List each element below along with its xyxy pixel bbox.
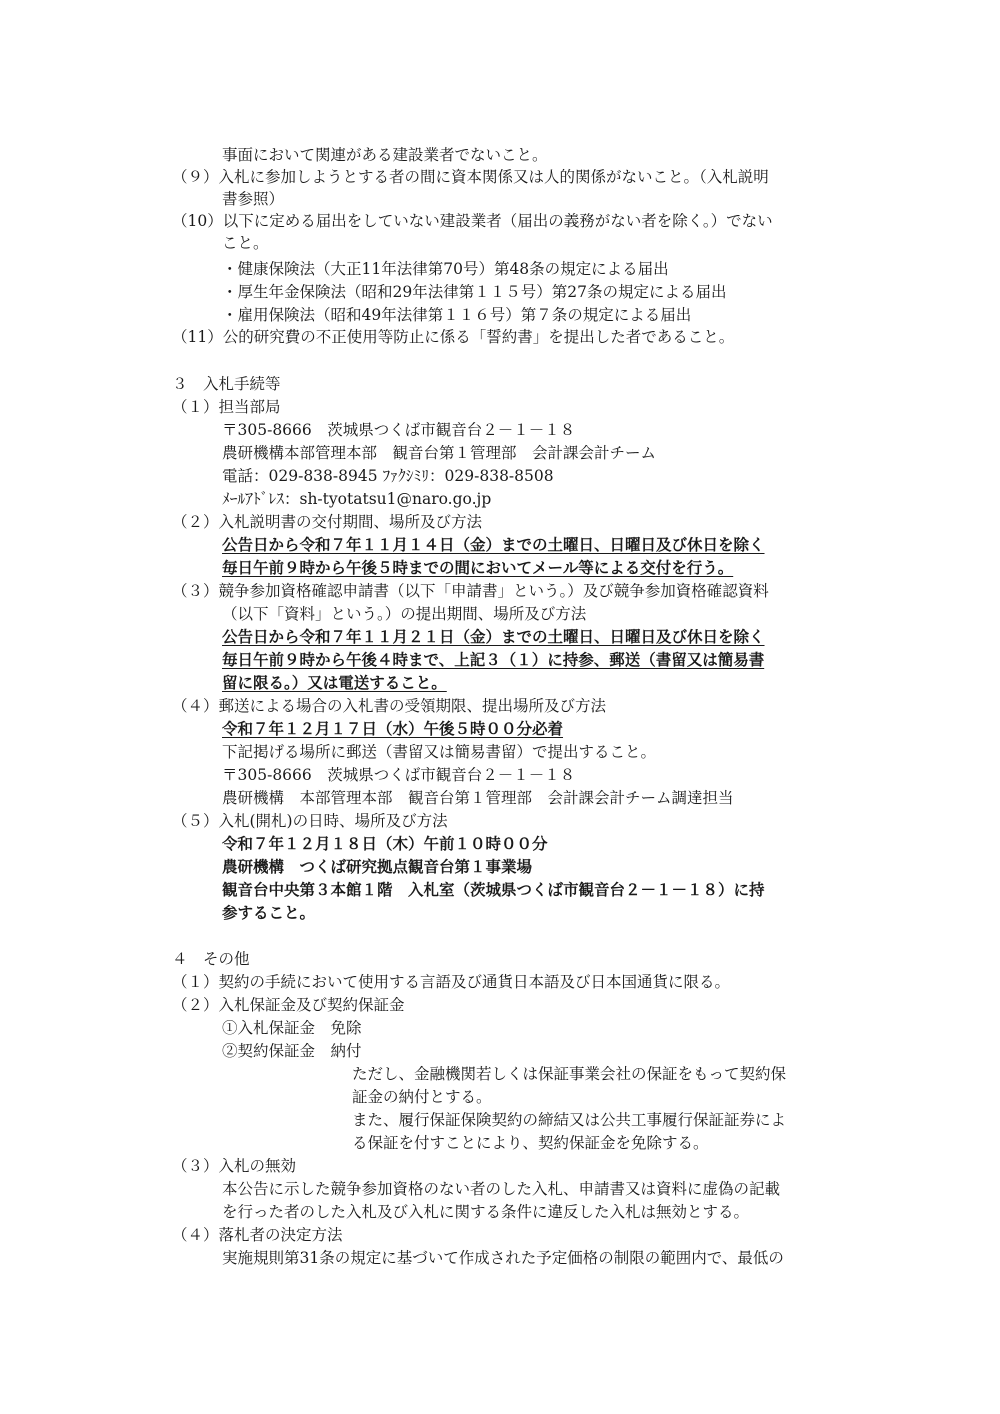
- department-name: 農研機構 本部管理本部 観音台第１管理部 会計課会計チーム調達担当: [222, 789, 734, 807]
- emphasis-line: 留に限る。）又は電送すること。: [222, 674, 447, 692]
- emphasis-line: 公告日から令和７年１１月２１日（金）までの土曜日、日曜日及び休日を除く: [222, 628, 765, 646]
- deadline-line: 令和７年１２月１７日（水）午後５時００分必着: [222, 720, 564, 738]
- section-heading-3: ３ 入札手続等: [172, 375, 281, 393]
- subsection-heading: （１）担当部局: [172, 398, 281, 416]
- text-line: を行った者のした入札及び入札に関する条件に違反した入札は無効とする。: [222, 1203, 750, 1221]
- list-item-11: （11）公的研究費の不正使用等防止に係る「誓約書」を提出した者であること。: [172, 328, 735, 346]
- bullet-item: ・厚生年金保険法（昭和29年法律第１１５号）第27条の規定による届出: [222, 283, 727, 301]
- emphasis-line: 公告日から令和７年１１月１４日（金）までの土曜日、日曜日及び休日を除く: [222, 536, 765, 554]
- department-name: 農研機構本部管理本部 観音台第１管理部 会計課会計チーム: [222, 444, 657, 462]
- section-heading-4: ４ その他: [172, 950, 250, 968]
- text-line: 証金の納付とする。: [352, 1088, 492, 1106]
- list-item-9: （９）入札に参加しようとする者の間に資本関係又は人的関係がないこと。（入札説明: [172, 168, 769, 186]
- text-line: 下記掲げる場所に郵送（書留又は簡易書留）で提出すること。: [222, 743, 657, 761]
- emphasis-line: 参すること。: [222, 904, 316, 922]
- text-line: また、履行保証保険契約の締結又は公共工事履行保証証券によ: [352, 1111, 787, 1129]
- subsection-heading: （３）競争参加資格確認申請書（以下「申請書」という。）及び競争参加資格確認資料: [172, 582, 769, 600]
- subsection-heading: （４）郵送による場合の入札書の受領期限、提出場所及び方法: [172, 697, 607, 715]
- bullet-item: ・健康保険法（大正11年法律第70号）第48条の規定による届出: [222, 260, 669, 278]
- subsection-heading: （５）入札(開札)の日時、場所及び方法: [172, 812, 448, 830]
- subsection-heading: （２）入札説明書の交付期間、場所及び方法: [172, 513, 483, 531]
- text-line: 本公告に示した競争参加資格のない者のした入札、申請書又は資料に虚偽の記載: [222, 1180, 781, 1198]
- bullet-item: ・雇用保険法（昭和49年法律第１１６号）第７条の規定による届出: [222, 306, 692, 324]
- text-line: ただし、金融機関若しくは保証事業会社の保証をもって契約保: [352, 1065, 787, 1083]
- postal-address: 〒305-8666 茨城県つくば市観音台２－１－１８: [222, 766, 576, 784]
- text-line: ①入札保証金 免除: [222, 1019, 362, 1037]
- text-line: 事面において関連がある建設業者でないこと。: [222, 146, 548, 164]
- postal-address: 〒305-8666 茨城県つくば市観音台２－１－１８: [222, 421, 576, 439]
- subsection-heading: （３）入札の無効: [172, 1157, 297, 1175]
- text-line: こと。: [222, 234, 269, 252]
- text-line: ②契約保証金 納付: [222, 1042, 362, 1060]
- emphasis-line: 毎日午前９時から午後４時まで、上記３（１）に持参、郵送（書留又は簡易書: [222, 651, 765, 669]
- text-line: 実施規則第31条の規定に基づいて作成された予定価格の制限の範囲内で、最低の: [222, 1249, 784, 1267]
- email-address: ﾒｰﾙｱﾄﾞﾚｽ：sh-tyotatsu1@naro.go.jp: [222, 490, 492, 508]
- emphasis-line: 観音台中央第３本館１階 入札室（茨城県つくば市観音台２－１－１８）に持: [222, 881, 765, 899]
- list-item-10: （10）以下に定める届出をしていない建設業者（届出の義務がない者を除く。）でない: [172, 212, 773, 230]
- emphasis-line: 農研機構 つくば研究拠点観音台第１事業場: [222, 858, 533, 876]
- emphasis-line: 令和７年１２月１８日（木）午前１０時００分: [222, 835, 548, 853]
- text-line: （以下「資料」という。）の提出期間、場所及び方法: [222, 605, 587, 623]
- text-line: 書参照）: [222, 190, 285, 208]
- text-line: る保証を付すことにより、契約保証金を免除する。: [352, 1134, 709, 1152]
- emphasis-line: 毎日午前９時から午後５時までの間においてメール等による交付を行う。: [222, 559, 734, 577]
- phone-fax: 電話：029-838-8945 ﾌｧｸｼﾐﾘ：029-838-8508: [222, 467, 554, 485]
- subsection-heading: （２）入札保証金及び契約保証金: [172, 996, 405, 1014]
- subsection-heading: （１）契約の手続において使用する言語及び通貨日本語及び日本国通貨に限る。: [172, 973, 731, 991]
- subsection-heading: （４）落札者の決定方法: [172, 1226, 343, 1244]
